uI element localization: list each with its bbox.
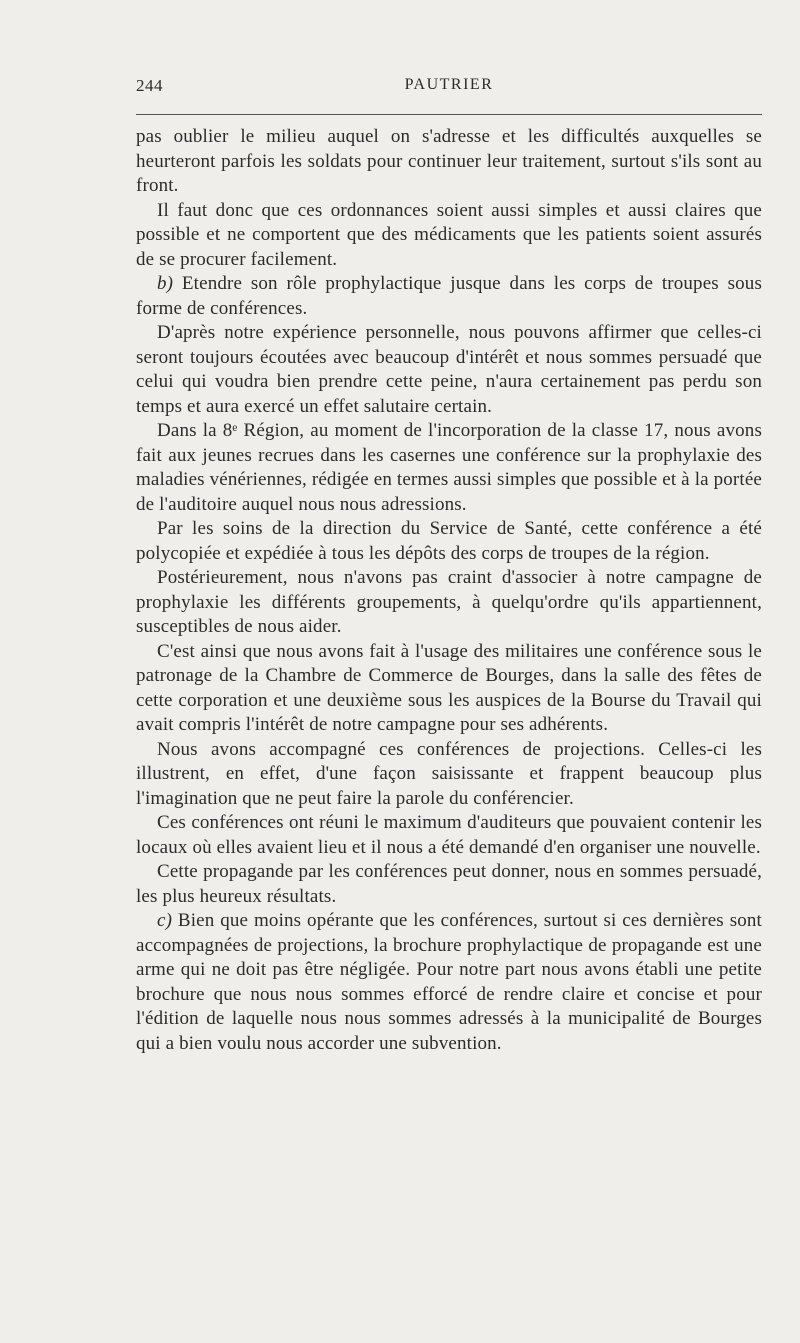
paragraph-5 xyxy=(136,419,762,517)
paragraph-12-text: Bien que moins opérante que les conférences, surtout si ces dernières sont accompagnées de projections, la brochure prophylactique de propagande est une arme qui ne doit pas être négligée. Pour notre part nous avons établi une petite brochure que nous nous sommes efforcé de rendre claire et concise et pour l'édition de laquelle nous nous sommes adressés à la municipalité de Bourges qui a bien voulu nous accorder une subvention. xyxy=(136,910,762,1054)
page-number: 244 xyxy=(136,76,163,95)
paragraph-9 xyxy=(136,738,762,812)
paragraph-6-text: Par les soins de la direction du Service de Santé, cette conférence a été polycopiée et expédiée à tous les dépôts des corps de troupes de la région. xyxy=(136,518,762,564)
paragraph-4 xyxy=(136,321,762,419)
paragraph-7-text: Postérieurement, nous n'avons pas craint d'associer à notre campagne de prophylaxie les différents groupements, à quelqu'ordre qu'ils appartiennent, susceptibles de nous aider. xyxy=(136,567,762,637)
paragraph-11 xyxy=(136,860,762,909)
paragraph-3-enum: b) xyxy=(157,273,174,294)
body-text xyxy=(136,125,762,1056)
paragraph-5-text: Dans la 8ᵉ Région, au moment de l'incorporation de la classe 17, nous avons fait aux jeunes recrues dans les casernes une conférence sur la prophylaxie des maladies vénériennes, rédigée en termes aussi simples que possible et à la portée de l'auditoire auquel nous nous adressions. xyxy=(136,420,762,515)
paragraph-8-text: C'est ainsi que nous avons fait à l'usage des militaires une conférence sous le patronage de la Chambre de Commerce de Bourges, dans la salle des fêtes de cette corporation et une deuxième sous les auspices de la Bourse du Travail qui avait compris l'intérêt de notre campagne pour ses adhérents. xyxy=(136,640,762,735)
paragraph-1-text: pas oublier le milieu auquel on s'adresse et les difficultés auxquelles se heurteront parfois les soldats pour continuer leur traitement, surtout s'ils sont au front. xyxy=(136,126,762,196)
paragraph-6 xyxy=(136,517,762,566)
running-title: PAUTRIER xyxy=(404,76,494,93)
header-rule xyxy=(136,114,762,115)
paragraph-3-text: Etendre son rôle prophylactique jusque dans les corps de troupes sous forme de conférences. xyxy=(136,273,762,319)
paragraph-8 xyxy=(136,640,762,738)
paragraph-2-text: Il faut donc que ces ordonnances soient aussi simples et aussi claires que possible et ne comportent que des médicaments que les patients soient assurés de se procurer facilement. xyxy=(136,199,762,270)
paragraph-2 xyxy=(136,199,762,273)
paragraph-10 xyxy=(136,811,762,860)
paragraph-9-text: Nous avons accompagné ces conférences de projections. Celles-ci les illustrent, en effet, d'une façon saisissante et frappent beaucoup plus l'imagination que ne peut faire la parole du conférencier. xyxy=(136,738,762,809)
paragraph-4-text: D'après notre expérience personnelle, nous pouvons affirmer que celles-ci seront toujours écoutées avec beaucoup d'intérêt et nous sommes persuadé que celui qui voudra bien prendre cette peine, n'aura certainement pas perdu son temps et aura exercé un effet salutaire certain. xyxy=(136,322,762,417)
paragraph-7 xyxy=(136,566,762,640)
paragraph-10-text: Ces conférences ont réuni le maximum d'auditeurs que pouvaient contenir les locaux où elles avaient lieu et il nous a été demandé d'en organiser une nouvelle. xyxy=(136,812,762,858)
paragraph-1 xyxy=(136,125,762,199)
paragraph-11-text: Cette propagande par les conférences peut donner, nous en sommes persuadé, les plus heureux résultats. xyxy=(136,861,762,907)
paragraph-12 xyxy=(136,909,762,1056)
paragraph-3 xyxy=(136,272,762,321)
running-head xyxy=(136,76,762,98)
paragraph-12-enum: c) xyxy=(157,910,173,931)
